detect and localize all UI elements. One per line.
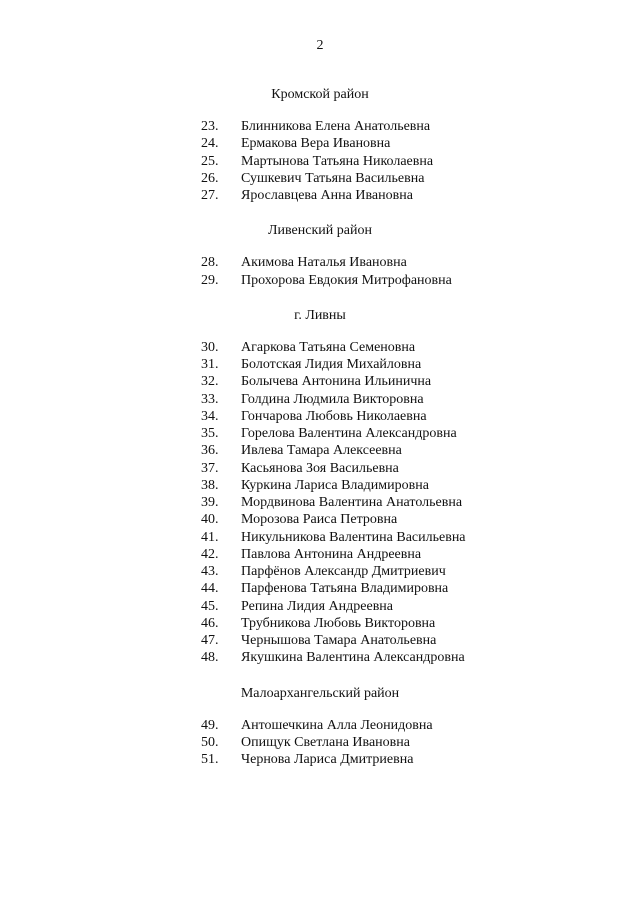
item-number: 27.	[201, 188, 219, 203]
item-name: Мартынова Татьяна Николаевна	[241, 153, 434, 169]
item-name: Парфёнов Александр Дмитриевич	[241, 564, 446, 579]
list-item	[0, 632, 640, 649]
section-maloarkhangelskiy	[0, 685, 640, 769]
item-name: Блинникова Елена Анатольевна	[241, 119, 431, 134]
list-item	[0, 408, 640, 425]
item-number: 50.	[201, 734, 219, 750]
item-number: 24.	[201, 136, 219, 152]
item-name: Сушкевич Татьяна Васильевна	[241, 170, 425, 186]
item-number: 29.	[201, 272, 219, 288]
item-number: 25.	[201, 153, 219, 169]
list-item	[0, 135, 640, 152]
item-number: 39.	[201, 495, 219, 510]
item-number: 28.	[201, 255, 219, 271]
section-title: Кромской район	[271, 87, 369, 102]
item-name: Никульникова Валентина Васильевна	[241, 529, 466, 545]
list-item	[0, 717, 640, 734]
item-number: 36.	[201, 443, 219, 459]
item-name: Чернова Лариса Дмитриевна	[241, 752, 414, 767]
item-name: Куркина Лариса Владимировна	[241, 477, 429, 493]
item-number: 42.	[201, 546, 219, 562]
item-number: 33.	[201, 391, 219, 407]
list-item	[0, 425, 640, 442]
list-item	[0, 598, 640, 615]
item-name: Павлова Антонина Андреевна	[241, 546, 422, 562]
item-name: Горелова Валентина Александровна	[241, 426, 457, 441]
entry-list	[0, 254, 640, 289]
list-item	[0, 373, 640, 390]
item-number: 45.	[201, 598, 219, 614]
list-item	[0, 170, 640, 187]
section-title: г. Ливны	[294, 307, 346, 323]
list-item	[0, 254, 640, 271]
item-name: Репина Лидия Андреевна	[241, 598, 394, 614]
item-number: 48.	[201, 650, 219, 666]
item-number: 44.	[201, 581, 219, 597]
item-name: Прохорова Евдокия Митрофановна	[241, 272, 452, 288]
item-name: Ермакова Вера Ивановна	[241, 136, 391, 152]
item-number: 23.	[201, 119, 219, 134]
list-item	[0, 187, 640, 204]
item-name: Чернышова Тамара Анатольевна	[241, 633, 437, 648]
item-name: Парфенова Татьяна Владимировна	[241, 581, 449, 597]
item-name: Ярославцева Анна Ивановна	[241, 188, 413, 203]
item-number: 41.	[201, 529, 219, 545]
list-item	[0, 563, 640, 580]
list-item	[0, 460, 640, 477]
section-livny	[0, 307, 640, 667]
item-number: 35.	[201, 426, 219, 441]
item-name: Касьянова Зоя Васильевна	[241, 460, 399, 476]
list-item	[0, 529, 640, 546]
item-name: Гончарова Любовь Николаевна	[241, 408, 427, 424]
list-item	[0, 356, 640, 373]
item-name: Антошечкина Алла Леонидовна	[241, 717, 433, 733]
item-name: Трубникова Любовь Викторовна	[241, 615, 436, 631]
item-name: Голдина Людмила Викторовна	[241, 391, 424, 407]
document-content	[0, 86, 640, 786]
section-kromskoy	[0, 86, 640, 204]
entry-list	[0, 339, 640, 667]
item-number: 47.	[201, 633, 219, 648]
list-item	[0, 153, 640, 170]
list-item	[0, 734, 640, 751]
list-item	[0, 580, 640, 597]
list-item	[0, 442, 640, 459]
list-item	[0, 477, 640, 494]
item-name: Мордвинова Валентина Анатольевна	[241, 495, 463, 510]
page-number: 2	[316, 38, 324, 53]
list-item	[0, 339, 640, 356]
item-number: 40.	[201, 512, 219, 528]
list-item	[0, 272, 640, 289]
list-item	[0, 494, 640, 511]
list-item	[0, 649, 640, 666]
list-item	[0, 391, 640, 408]
entry-list	[0, 717, 640, 769]
item-name: Опищук Светлана Ивановна	[241, 734, 410, 750]
item-name: Болычева Антонина Ильинична	[241, 374, 432, 390]
item-name: Морозова Раиса Петровна	[241, 512, 398, 528]
item-number: 30.	[201, 339, 219, 355]
item-number: 49.	[201, 717, 219, 733]
item-number: 46.	[201, 615, 219, 631]
item-number: 26.	[201, 170, 219, 186]
section-title: Малоархангельский район	[240, 685, 400, 701]
list-item	[0, 546, 640, 563]
list-item	[0, 511, 640, 528]
item-number: 31.	[201, 357, 219, 372]
section-livenskiy	[0, 222, 640, 289]
item-number: 38.	[201, 477, 219, 493]
item-name: Агаркова Татьяна Семеновна	[241, 339, 416, 355]
entry-list	[0, 118, 640, 204]
item-name: Акимова Наталья Ивановна	[241, 255, 407, 271]
item-name: Ивлева Тамара Алексеевна	[241, 443, 402, 459]
item-name: Болотская Лидия Михайловна	[241, 357, 422, 372]
item-name: Якушкина Валентина Александровна	[241, 650, 465, 666]
item-number: 51.	[201, 752, 219, 767]
item-number: 43.	[201, 564, 219, 579]
list-item	[0, 751, 640, 768]
list-item	[0, 615, 640, 632]
section-title: Ливенский район	[268, 223, 372, 239]
item-number: 32.	[201, 374, 219, 390]
item-number: 37.	[201, 460, 219, 476]
item-number: 34.	[201, 408, 219, 424]
list-item	[0, 118, 640, 135]
